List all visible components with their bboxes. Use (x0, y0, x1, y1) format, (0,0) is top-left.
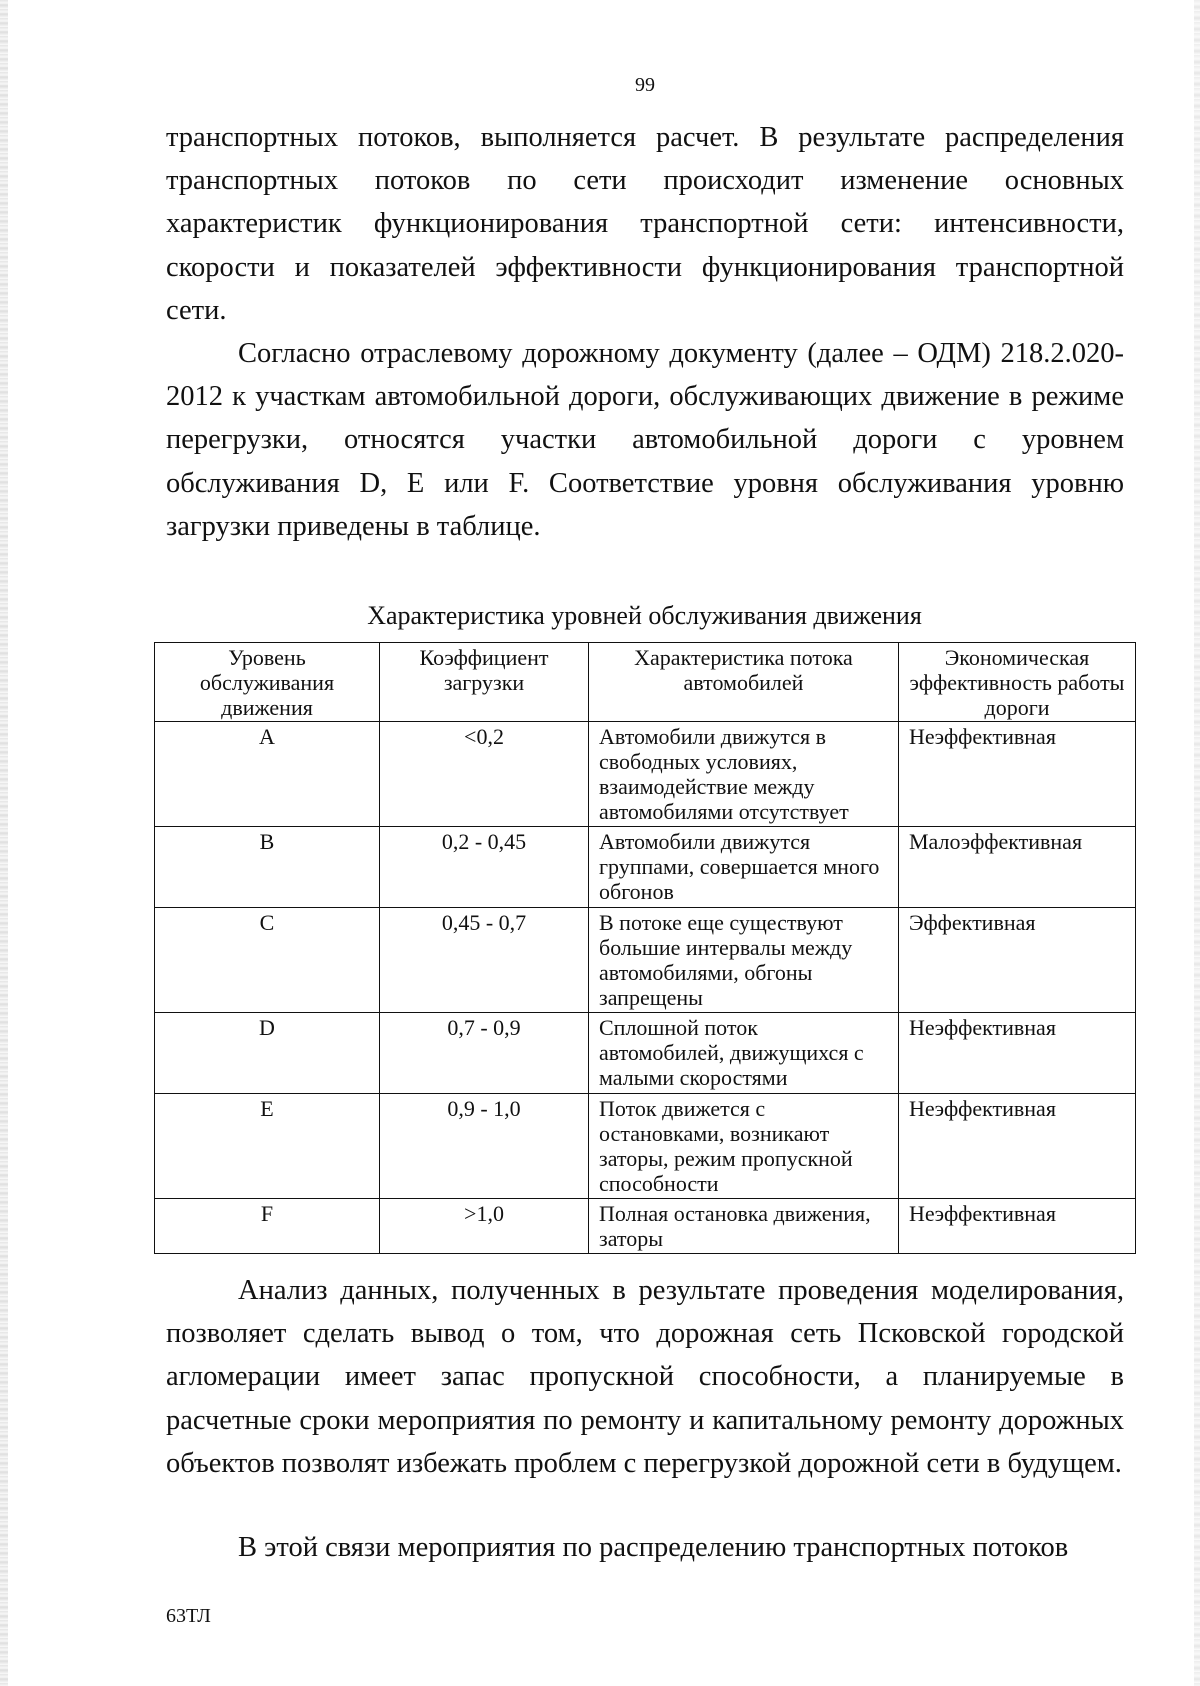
page-number: 99 (635, 74, 655, 96)
paragraph-odm-reference: Согласно отраслевому дорожному документу (далее – ОДМ) 218.2.020-2012 к участкам автомобильной дороги, обслуживающих движение в режиме перегрузки, относятся участки автомобильной дороги с уровнем обслуживания D, E или F. Соответствие уровня обслуживания уровню загрузки приведены в таблице. (166, 338, 1124, 542)
cell-level: F (155, 1199, 380, 1254)
cell-coefficient: 0,9 - 1,0 (380, 1094, 589, 1199)
footer-code: 63ТЛ (166, 1605, 211, 1627)
cell-level: D (155, 1013, 380, 1094)
cell-flow: В потоке еще существуют большие интервалы между автомобилями, обгоны запрещены (589, 908, 899, 1013)
table-row (155, 1094, 1136, 1199)
cell-level: E (155, 1094, 380, 1199)
table-row (155, 908, 1136, 1013)
cell-efficiency: Неэффективная (899, 1013, 1136, 1094)
cell-efficiency: Неэффективная (899, 1094, 1136, 1199)
header-efficiency: Экономическая эффективность работы дороги (899, 643, 1136, 722)
table-header-row (155, 643, 1136, 722)
cell-efficiency: Эффективная (899, 908, 1136, 1013)
paragraph-continuation: транспортных потоков, выполняется расчет. В результате распределения транспортных потоков по сети происходит изменение основных характеристик функционирования транспортной сети: интенсивности, скорости и показателей эффективности функционирования транспортной сети. (166, 122, 1124, 326)
cell-coefficient: 0,2 - 0,45 (380, 827, 589, 908)
cell-coefficient: <0,2 (380, 722, 589, 827)
header-flow: Характеристика потока автомобилей (589, 643, 899, 722)
cell-efficiency: Неэффективная (899, 722, 1136, 827)
cell-efficiency: Малоэффективная (899, 827, 1136, 908)
table-row (155, 1013, 1136, 1094)
table-row (155, 827, 1136, 908)
paragraph-conclusion: В этой связи мероприятия по распределению транспортных потоков (238, 1532, 1069, 1563)
cell-flow: Поток движется с остановками, возникают заторы, режим пропускной способности (589, 1094, 899, 1199)
cell-flow: Автомобили движутся в свободных условиях, взаимодействие между автомобилями отсутствует (589, 722, 899, 827)
scan-edge-right (1194, 0, 1200, 1686)
header-level: Уровень обслуживания движения (155, 643, 380, 722)
cell-level: C (155, 908, 380, 1013)
table-caption: Характеристика уровней обслуживания движения (367, 601, 922, 630)
table-row (155, 722, 1136, 827)
service-level-table (154, 642, 1136, 1254)
table-row (155, 1199, 1136, 1254)
cell-flow: Полная остановка движения, заторы (589, 1199, 899, 1254)
cell-efficiency: Неэффективная (899, 1199, 1136, 1254)
header-coefficient: Коэффициент загрузки (380, 643, 589, 722)
cell-level: B (155, 827, 380, 908)
cell-coefficient: >1,0 (380, 1199, 589, 1254)
cell-coefficient: 0,7 - 0,9 (380, 1013, 589, 1094)
cell-flow: Автомобили движутся группами, совершается много обгонов (589, 827, 899, 908)
cell-coefficient: 0,45 - 0,7 (380, 908, 589, 1013)
scan-edge-left (0, 0, 8, 1686)
paragraph-analysis: Анализ данных, полученных в результате проведения моделирования, позволяет сделать вывод о том, что дорожная сеть Псковской городской агломерации имеет запас пропускной способности, а планируемые в расчетные сроки мероприятия по ремонту и капитальному ремонту дорожных объектов позволят избежать проблем с перегрузкой дорожной сети в будущем. (166, 1275, 1124, 1479)
cell-flow: Сплошной поток автомобилей, движущихся с малыми скоростями (589, 1013, 899, 1094)
cell-level: A (155, 722, 380, 827)
